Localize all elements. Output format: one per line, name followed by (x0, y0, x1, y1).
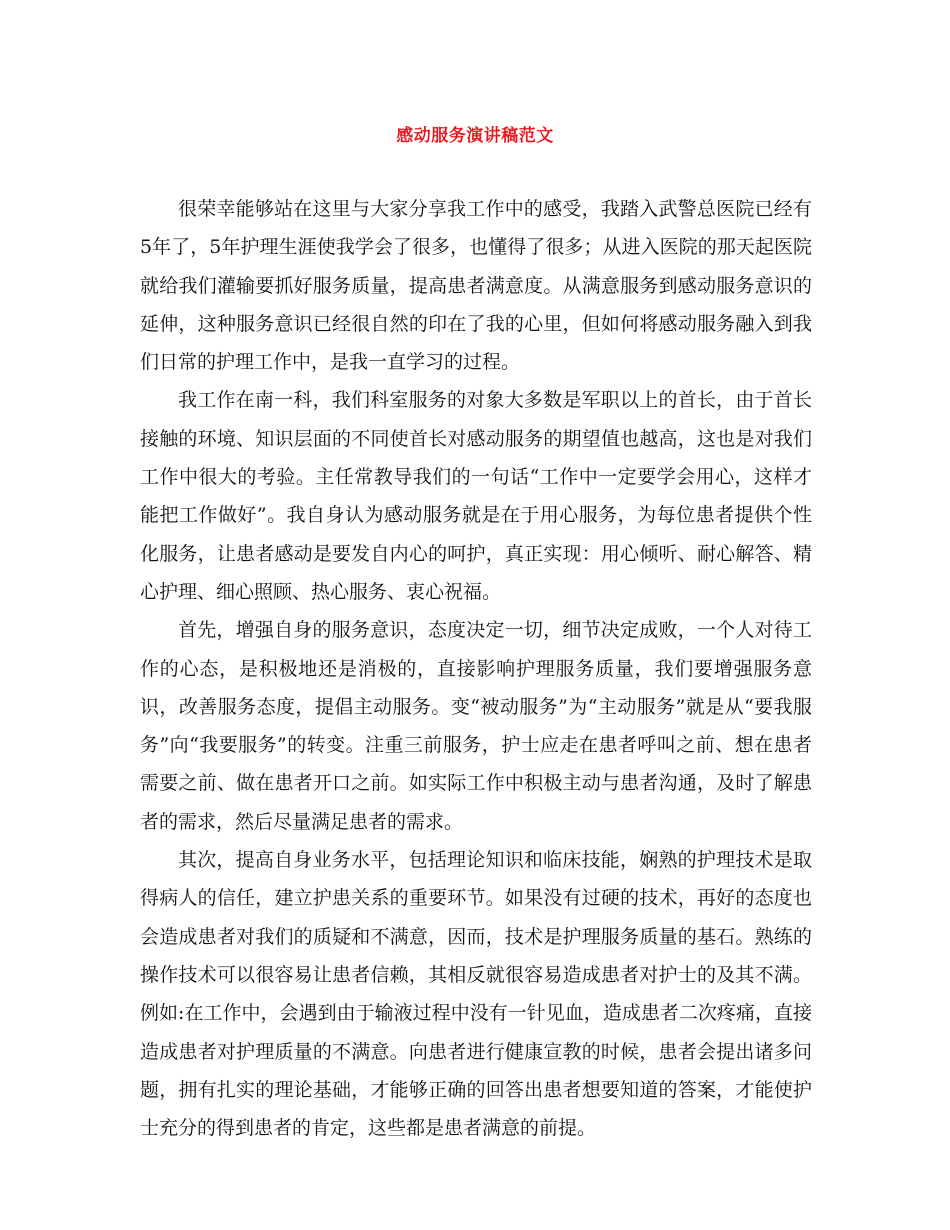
document-body (140, 190, 812, 1147)
paragraph-3: 首先，增强自身的服务意识，态度决定一切，细节决定成败，一个人对待工作的心态，是积极地还是消极的，直接影响护理服务质量，我们要增强服务意识，改善服务态度，提倡主动服务。变“被动服务”为“主动服务”就是从“要我服务”向“我要服务”的转变。注重三前服务，护士应走在患者呼叫之前、想在患者需要之前、做在患者开口之前。如实际工作中积极主动与患者沟通，及时了解患者的需求，然后尽量满足患者的需求。 (140, 619, 812, 833)
paragraph-2: 我工作在南一科，我们科室服务的对象大多数是军职以上的首长，由于首长接触的环境、知识层面的不同使首长对感动服务的期望值也越高，这也是对我们工作中很大的考验。主任常教导我们的一句话“工作中一定要学会用心，这样才能把工作做好”。我自身认为感动服务就是在于用心服务，为每位患者提供个性化服务，让患者感动是要发自内心的呵护，真正实现：用心倾听、耐心解答、精心护理、细心照顾、热心服务、衷心祝福。 (140, 389, 812, 603)
paragraph-1: 很荣幸能够站在这里与大家分享我工作中的感受，我踏入武警总医院已经有5年了，5年护理生涯使我学会了很多，也懂得了很多；从进入医院的那天起医院就给我们灌输要抓好服务质量，提高患者满意度。从满意服务到感动服务意识的延伸，这种服务意识已经很自然的印在了我的心里，但如何将感动服务融入到我们日常的护理工作中，是我一直学习的过程。 (140, 198, 812, 374)
document-title: 感动服务演讲稿范文 (396, 126, 554, 146)
paragraph-4: 其次，提高自身业务水平，包括理论知识和临床技能，娴熟的护理技术是取得病人的信任，建立护患关系的重要环节。如果没有过硬的技术，再好的态度也会造成患者对我们的质疑和不满意，因而，技术是护理服务质量的基石。熟练的操作技术可以很容易让患者信赖，其相反就很容易造成患者对护士的及其不满。例如:在工作中，会遇到由于输液过程中没有一针见血，造成患者二次疼痛，直接造成患者对护理质量的不满意。向患者进行健康宣教的时候，患者会提出诸多问题，拥有扎实的理论基础，才能够正确的回答出患者想要知道的答案，才能使护士充分的得到患者的肯定，这些都是患者满意的前提。 (140, 849, 812, 1140)
